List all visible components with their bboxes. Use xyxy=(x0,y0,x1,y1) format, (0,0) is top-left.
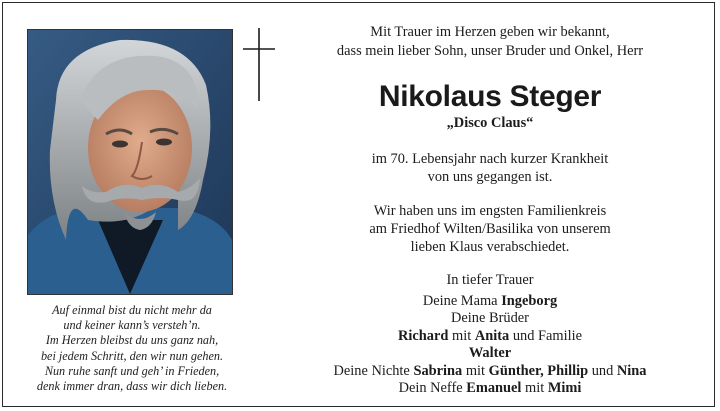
mourner-name: Günther, Phillip xyxy=(488,362,589,379)
mourner-name: Richard xyxy=(398,327,449,344)
mourner-name: Mimi xyxy=(547,380,582,396)
poem-line: und keiner kann’s versteh’n. xyxy=(63,318,201,333)
deceased-nickname: „Disco Claus“ xyxy=(446,115,534,131)
relation-label: Deine Mama xyxy=(422,292,498,309)
poem-line: Nun ruhe sanft und geh’ in Frieden, xyxy=(44,363,220,378)
connector: und xyxy=(591,362,614,379)
intro xyxy=(295,23,685,60)
relation-label: Dein Neffe xyxy=(398,380,463,396)
intro-line: dass mein lieber Sohn, unser Bruder und Onkel, Herr xyxy=(336,42,644,59)
mourner-brother-2 xyxy=(295,345,685,363)
obituary-notice xyxy=(2,2,715,407)
mourner-niece xyxy=(295,363,685,381)
connector: mit xyxy=(525,380,545,396)
intro-line: Mit Trauer im Herzen geben wir bekannt, xyxy=(370,24,610,40)
connector: und Familie xyxy=(512,327,582,344)
poem-line: bei jedem Schritt, den wir nun gehen. xyxy=(40,348,224,363)
relation-label: Deine Brüder xyxy=(451,310,529,326)
farewell-line: Wir haben uns im engsten Familienkreis xyxy=(373,203,607,219)
connector: mit xyxy=(452,327,472,344)
mourner-name: Nina xyxy=(616,362,647,379)
relation-label: Deine Nichte xyxy=(333,362,410,379)
mourner-name: Ingeborg xyxy=(501,292,558,309)
notice-text xyxy=(295,23,685,398)
poem-line: Auf einmal bist du nicht mehr da xyxy=(52,303,212,317)
cross-icon xyxy=(242,28,276,101)
poem-line: Im Herzen bleibst du uns ganz nah, xyxy=(45,333,219,348)
mourner-brother-1 xyxy=(295,328,685,346)
mourner-name: Anita xyxy=(474,327,510,344)
mourner-name: Emanuel xyxy=(466,380,522,396)
portrait-photo xyxy=(27,29,233,295)
farewell-line: am Friedhof Wilten/Basilika von unserem xyxy=(369,221,611,237)
poem-line: denk immer dran, dass wir dich lieben. xyxy=(36,379,228,394)
death-notice xyxy=(295,150,685,186)
death-notice-line: von uns gegangen ist. xyxy=(427,169,553,185)
death-notice-line: im 70. Lebensjahr nach kurzer Krankheit xyxy=(371,151,609,167)
connector: mit xyxy=(465,362,486,379)
mourners-list xyxy=(295,272,685,398)
deceased-name: Nikolaus Steger xyxy=(378,80,602,113)
mourning-lead: In tiefer Trauer xyxy=(446,272,534,288)
mourner-nephew xyxy=(295,380,685,398)
mourner-name: Walter xyxy=(468,345,512,361)
farewell-line: lieben Klaus verabschiedet. xyxy=(410,239,570,255)
farewell-text xyxy=(295,202,685,256)
mourner-name: Sabrina xyxy=(413,362,463,379)
mourner-mama xyxy=(295,293,685,311)
memorial-poem xyxy=(17,303,247,394)
